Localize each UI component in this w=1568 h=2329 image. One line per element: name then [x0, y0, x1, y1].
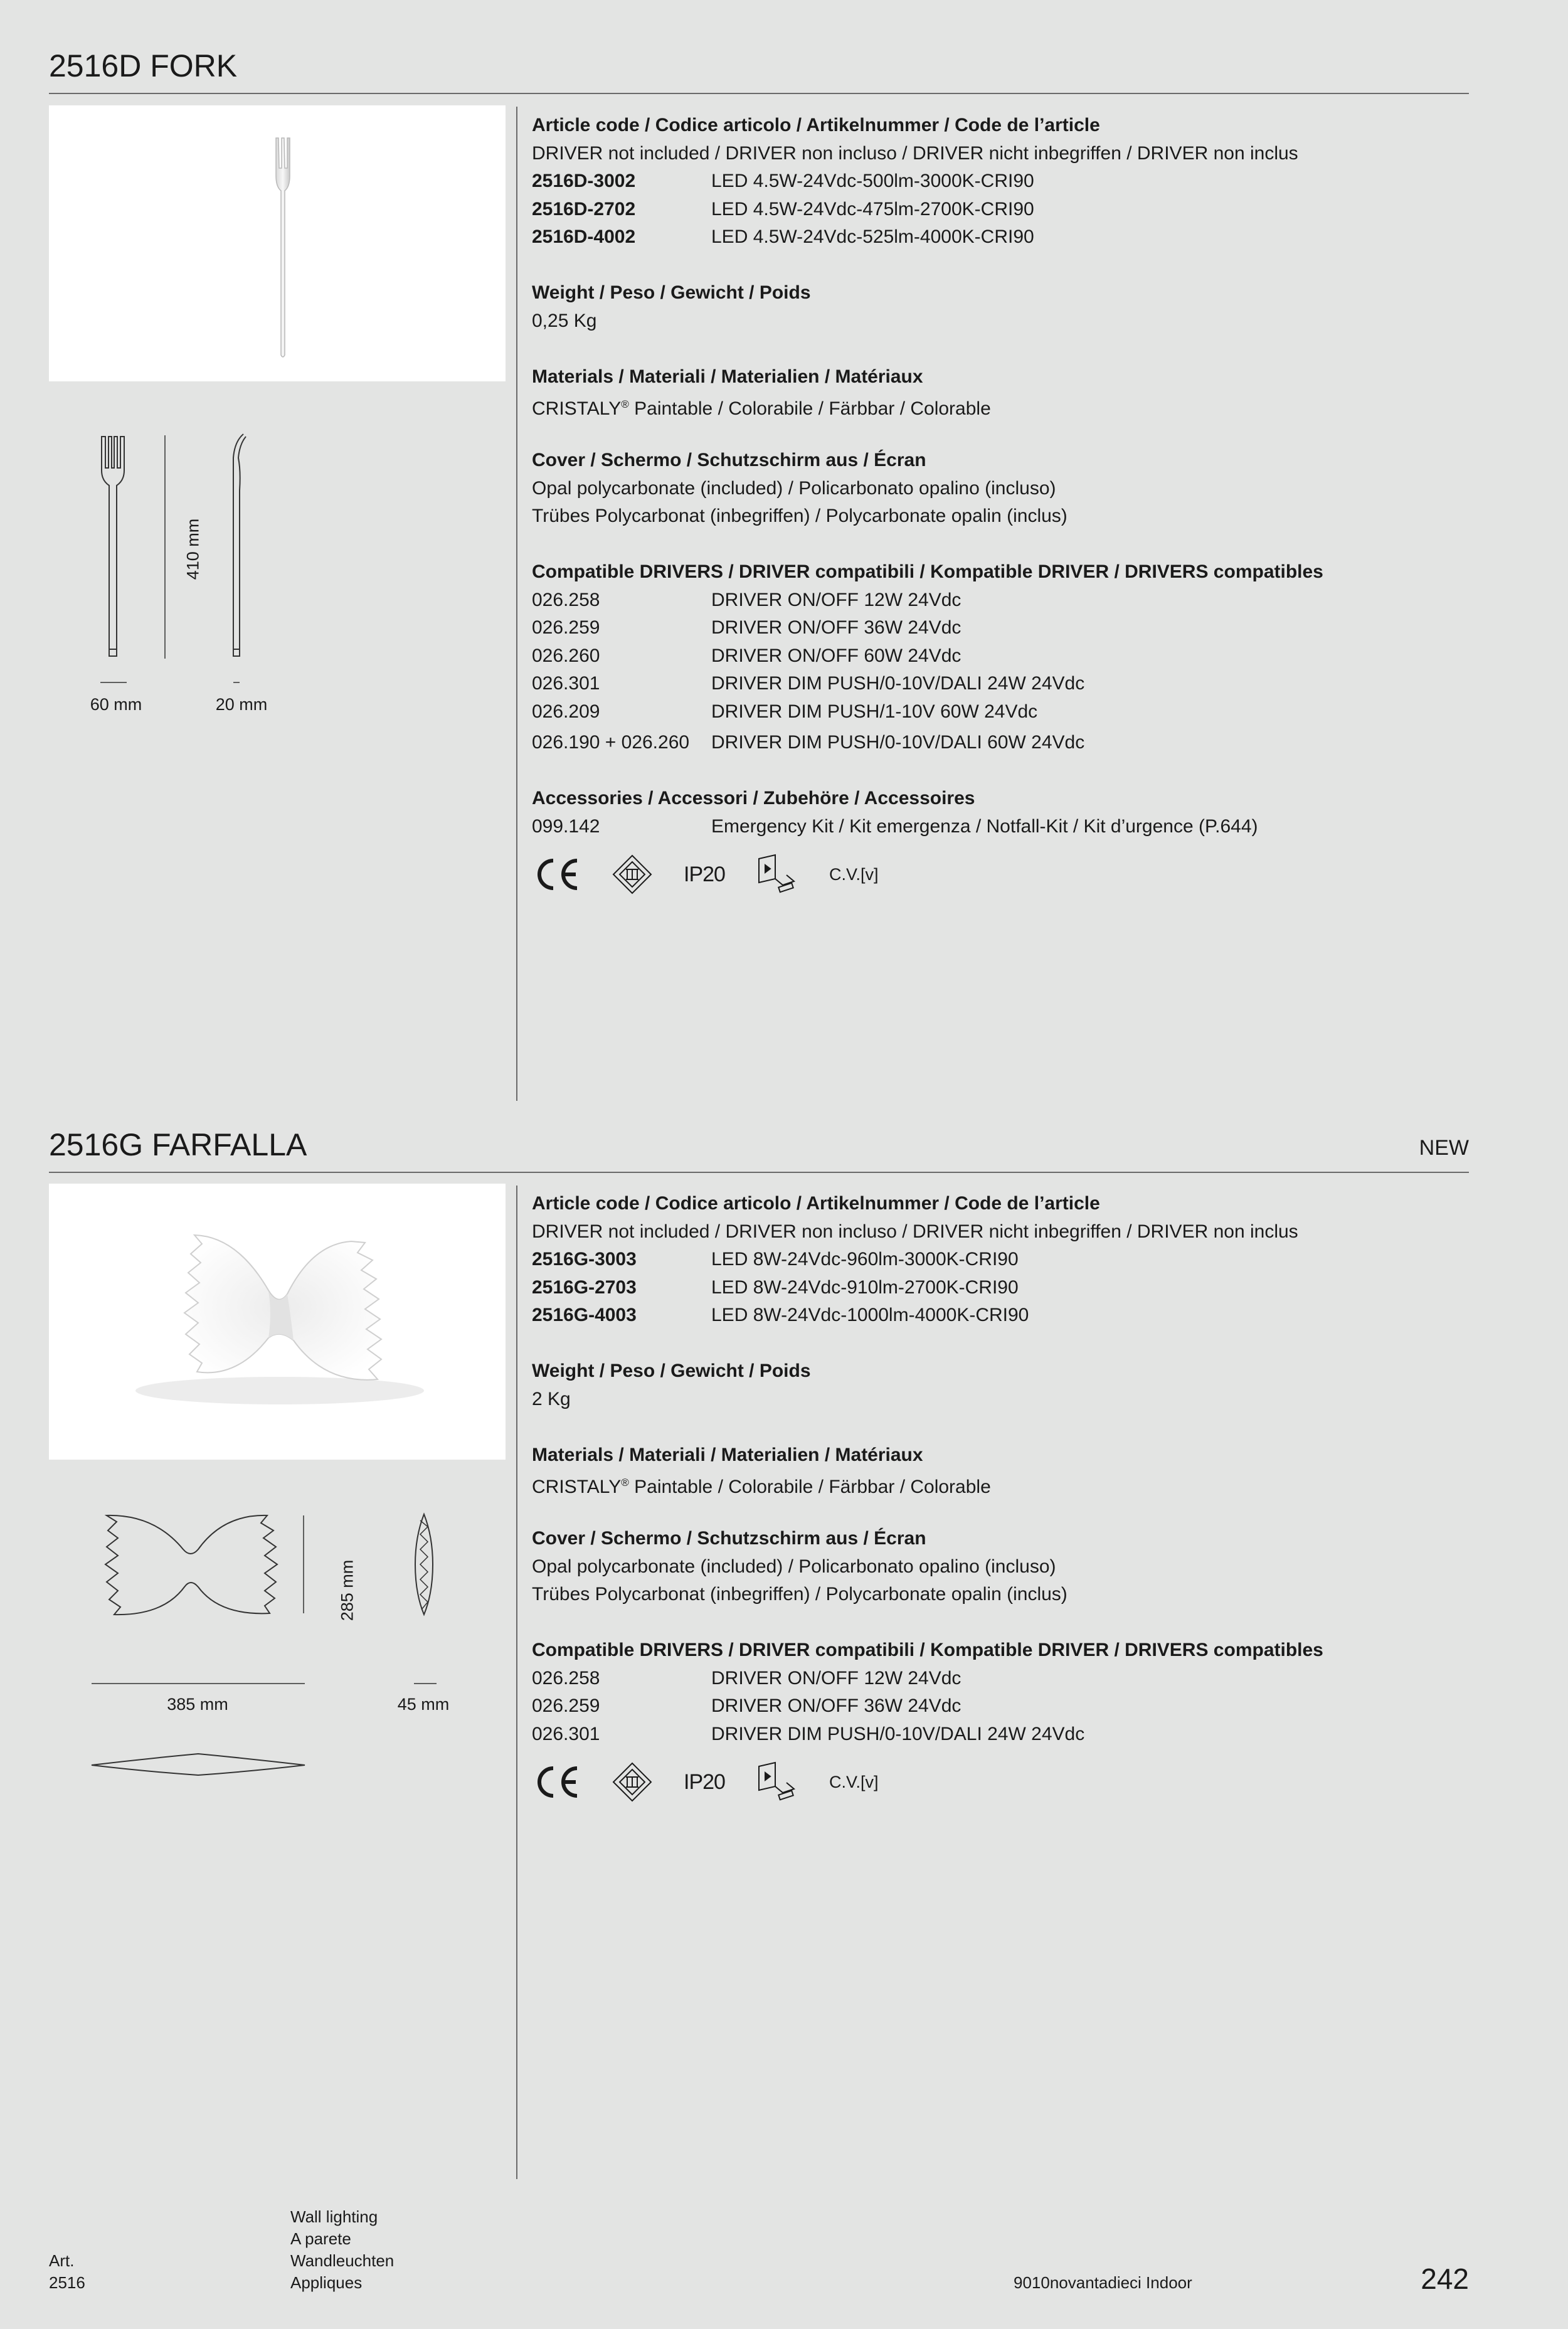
product-photo	[49, 1184, 506, 1460]
driver-desc: DRIVER ON/OFF 12W 24Vdc	[711, 1667, 961, 1689]
column-divider	[516, 107, 517, 1101]
width-dimension: 385 mm	[167, 1695, 228, 1714]
driver-code: 026.258	[532, 1667, 600, 1689]
spec-block	[532, 1190, 1466, 1807]
article-row	[532, 196, 1466, 224]
farfalla-photo-illustration	[49, 1184, 506, 1460]
driver-desc: DRIVER ON/OFF 12W 24Vdc	[711, 589, 961, 610]
weight-label: Weight / Peso / Gewicht / Poids	[532, 282, 811, 303]
title-rule	[49, 1172, 1469, 1173]
materials-label: Materials / Materiali / Materialien / Matériaux	[532, 1444, 923, 1465]
accessory-desc: Emergency Kit / Kit emergenza / Notfall-Kit / Kit d’urgence (P.644)	[711, 815, 1258, 837]
driver-desc: DRIVER DIM PUSH/0-10V/DALI 24W 24Vdc	[711, 673, 1085, 694]
materials-label: Materials / Materiali / Materialien / Matériaux	[532, 366, 923, 387]
cv-line: C.V.	[829, 1772, 861, 1791]
driver-row	[532, 670, 1466, 698]
footer-art	[49, 2250, 85, 2294]
article-row	[532, 1246, 1466, 1274]
cv-line: [v]	[861, 1772, 879, 1791]
driver-code: 026.209	[532, 701, 600, 722]
category-line: Wall lighting	[290, 2207, 378, 2226]
article-desc: LED 4.5W-24Vdc-475lm-2700K-CRI90	[711, 198, 1034, 220]
article-code: 2516D-4002	[532, 226, 636, 247]
driver-row	[532, 729, 1466, 757]
height-dimension: 285 mm	[337, 1559, 357, 1621]
materials-brand: CRISTALY	[532, 1477, 622, 1497]
accessory-code: 099.142	[532, 815, 600, 837]
weight-value: 2 Kg	[532, 1388, 571, 1409]
weight-label: Weight / Peso / Gewicht / Poids	[532, 1361, 811, 1381]
fork-technical-drawing	[75, 433, 282, 684]
materials-value	[532, 391, 1466, 419]
driver-desc: DRIVER ON/OFF 60W 24Vdc	[711, 645, 961, 666]
drivers-label: Compatible DRIVERS / DRIVER compatibili / Kompatible DRIVER / DRIVERS compatibles	[532, 561, 1323, 582]
driver-row	[532, 1665, 1466, 1693]
footer-category	[290, 2206, 394, 2294]
materials-text: Paintable / Colorabile / Färbbar / Colorable	[628, 1477, 991, 1497]
cover-line: Opal polycarbonate (included) / Policarbonato opalino (incluso)	[532, 1556, 1056, 1577]
article-row	[532, 167, 1466, 196]
cv-line: C.V.	[829, 864, 861, 884]
art-label: Art.	[49, 2251, 75, 2270]
driver-code: 026.301	[532, 673, 600, 694]
certification-icons	[532, 849, 1466, 899]
registered-mark: ®	[621, 1477, 629, 1488]
driver-desc: DRIVER ON/OFF 36W 24Vdc	[711, 1695, 961, 1716]
article-desc: LED 4.5W-24Vdc-500lm-3000K-CRI90	[711, 171, 1034, 191]
registered-mark: ®	[621, 398, 629, 410]
wall-mount-icon	[756, 854, 798, 895]
cover-label: Cover / Schermo / Schutzschirm aus / Écran	[532, 450, 926, 470]
driver-code: 026.258	[532, 589, 600, 610]
depth-dimension: 45 mm	[397, 1695, 450, 1714]
cv-label	[829, 866, 879, 883]
cv-line: [v]	[861, 864, 879, 884]
height-dimension: 410 mm	[183, 518, 203, 580]
certification-icons	[532, 1757, 1466, 1807]
weight-value: 0,25 Kg	[532, 310, 597, 331]
ce-mark-icon	[532, 1764, 581, 1800]
column-divider	[516, 1186, 517, 2179]
materials-value	[532, 1469, 1466, 1497]
article-code: 2516G-3003	[532, 1249, 637, 1270]
product-photo	[49, 105, 506, 381]
article-code-label: Article code / Codice articolo / Artikelnummer / Code de l’article	[532, 115, 1100, 135]
page-number: 242	[1421, 2263, 1469, 2295]
ce-mark-icon	[532, 857, 581, 892]
driver-code: 026.190 + 026.260	[532, 732, 690, 753]
depth-dimension: 20 mm	[215, 695, 268, 714]
driver-desc: DRIVER DIM PUSH/0-10V/DALI 24W 24Vdc	[711, 1723, 1085, 1744]
driver-row	[532, 698, 1466, 726]
driver-row	[532, 1692, 1466, 1721]
driver-note: DRIVER not included / DRIVER non incluso / DRIVER nicht inbegriffen / DRIVER non inclus	[532, 142, 1298, 164]
accessory-row	[532, 813, 1466, 841]
cover-line: Trübes Polycarbonat (inbegriffen) / Polycarbonate opalin (inclus)	[532, 506, 1067, 526]
driver-row	[532, 614, 1466, 642]
driver-code: 026.259	[532, 1695, 600, 1716]
cover-line: Opal polycarbonate (included) / Policarbonato opalino (incluso)	[532, 477, 1056, 499]
new-badge: NEW	[1419, 1136, 1469, 1160]
article-row	[532, 1302, 1466, 1330]
driver-code: 026.259	[532, 617, 600, 638]
title-rule	[49, 93, 1469, 94]
article-desc: LED 4.5W-24Vdc-525lm-4000K-CRI90	[711, 226, 1034, 247]
drivers-label: Compatible DRIVERS / DRIVER compatibili / Kompatible DRIVER / DRIVERS compatibles	[532, 1640, 1323, 1660]
driver-desc: DRIVER ON/OFF 36W 24Vdc	[711, 617, 961, 638]
class-iii-icon	[612, 854, 652, 894]
cover-line: Trübes Polycarbonat (inbegriffen) / Polycarbonate opalin (inclus)	[532, 1584, 1067, 1605]
category-line: Wandleuchten	[290, 2251, 395, 2270]
footer-brand: 9010novantadieci Indoor	[1014, 2273, 1192, 2292]
driver-row	[532, 642, 1466, 671]
ip-rating: IP20	[684, 1769, 725, 1794]
art-value: 2516	[49, 2273, 85, 2292]
category-line: A parete	[290, 2229, 351, 2248]
product-title: 2516G FARFALLA	[49, 1127, 307, 1162]
article-code-label: Article code / Codice articolo / Artikelnummer / Code de l’article	[532, 1193, 1100, 1214]
driver-code: 026.260	[532, 645, 600, 666]
wall-mount-icon	[756, 1761, 798, 1803]
article-code: 2516D-3002	[532, 171, 636, 191]
ip-rating: IP20	[684, 862, 725, 886]
driver-desc: DRIVER DIM PUSH/0-10V/DALI 60W 24Vdc	[711, 732, 1085, 753]
product-title: 2516D FORK	[49, 48, 238, 83]
article-desc: LED 8W-24Vdc-1000lm-4000K-CRI90	[711, 1305, 1029, 1325]
category-line: Appliques	[290, 2273, 363, 2292]
class-iii-icon	[612, 1762, 652, 1802]
fork-photo-illustration	[49, 105, 506, 381]
driver-desc: DRIVER DIM PUSH/1-10V 60W 24Vdc	[711, 701, 1038, 722]
farfalla-technical-drawing	[82, 1505, 458, 1781]
article-code: 2516G-4003	[532, 1305, 637, 1325]
article-desc: LED 8W-24Vdc-910lm-2700K-CRI90	[711, 1276, 1019, 1298]
spec-block	[532, 112, 1466, 899]
driver-code: 026.301	[532, 1723, 600, 1744]
article-row	[532, 223, 1466, 252]
cv-label	[829, 1774, 879, 1791]
materials-brand: CRISTALY	[532, 398, 622, 419]
article-code: 2516D-2702	[532, 198, 636, 220]
driver-row	[532, 586, 1466, 615]
article-row	[532, 1274, 1466, 1302]
driver-note: DRIVER not included / DRIVER non incluso / DRIVER nicht inbegriffen / DRIVER non inclus	[532, 1221, 1298, 1242]
accessories-label: Accessories / Accessori / Zubehöre / Accessoires	[532, 788, 975, 809]
driver-row	[532, 1721, 1466, 1749]
article-code: 2516G-2703	[532, 1276, 637, 1298]
article-desc: LED 8W-24Vdc-960lm-3000K-CRI90	[711, 1249, 1019, 1270]
materials-text: Paintable / Colorabile / Färbbar / Colorable	[628, 398, 991, 419]
width-dimension: 60 mm	[90, 695, 142, 714]
cover-label: Cover / Schermo / Schutzschirm aus / Écran	[532, 1528, 926, 1549]
